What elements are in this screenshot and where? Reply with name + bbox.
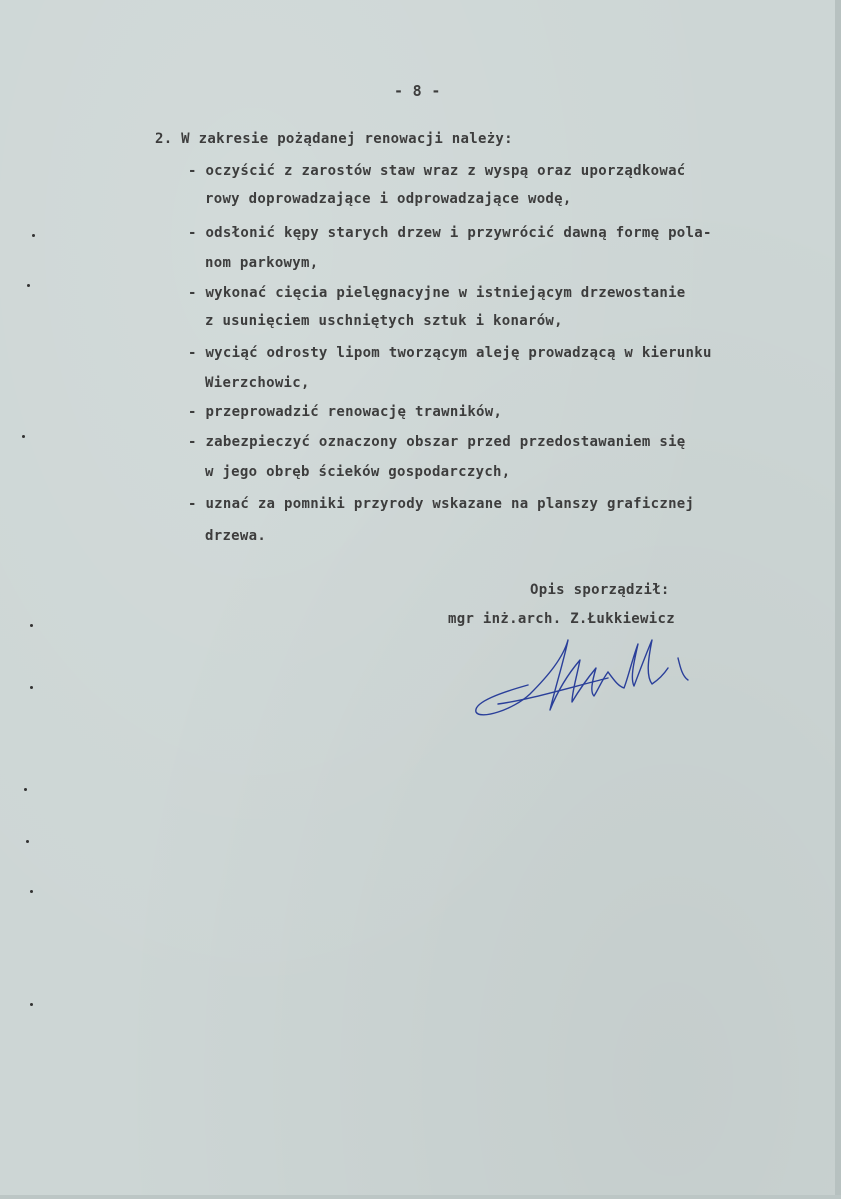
list-line: Wierzchowic,	[205, 375, 310, 391]
list-line: w jego obręb ścieków gospodarczych,	[205, 464, 511, 480]
list-line: - odsłonić kępy starych drzew i przywrócić dawną formę pola-	[188, 225, 712, 241]
list-line: drzewa.	[205, 528, 267, 544]
list-line: rowy doprowadzające i odprowadzające wodę,	[205, 191, 572, 207]
list-line: - uznać za pomniki przyrody wskazane na planszy graficznej	[188, 496, 695, 512]
page-edge-bottom	[0, 1195, 841, 1199]
list-line: nom parkowym,	[205, 255, 319, 271]
margin-speck	[30, 1003, 33, 1006]
margin-speck	[30, 890, 33, 893]
list-line: - zabezpieczyć oznaczony obszar przed przedostawaniem się	[188, 434, 686, 450]
list-line: - wykonać cięcia pielęgnacyjne w istniejącym drzewostanie	[188, 285, 686, 301]
margin-speck	[26, 840, 29, 843]
margin-speck	[24, 788, 27, 791]
margin-speck	[30, 686, 33, 689]
margin-speck	[30, 624, 33, 627]
list-line: z usunięciem uschniętych sztuk i konarów,	[205, 313, 563, 329]
page-number: - 8 -	[394, 82, 441, 100]
section-heading: 2. W zakresie pożądanej renowacji należy:	[155, 131, 513, 147]
list-line: - oczyścić z zarostów staw wraz z wyspą oraz uporządkować	[188, 163, 686, 179]
list-line: - przeprowadzić renowację trawników,	[188, 404, 503, 420]
margin-speck	[32, 234, 35, 237]
list-line: - wyciąć odrosty lipom tworzącym aleję prowadzącą w kierunku	[188, 345, 712, 361]
handwritten-signature	[468, 630, 708, 720]
page-edge-right	[835, 0, 841, 1199]
margin-speck	[27, 284, 30, 287]
signature-author: mgr inż.arch. Z.Łukkiewicz	[448, 611, 675, 627]
signature-title: Opis sporządził:	[530, 582, 670, 598]
margin-speck	[22, 435, 25, 438]
